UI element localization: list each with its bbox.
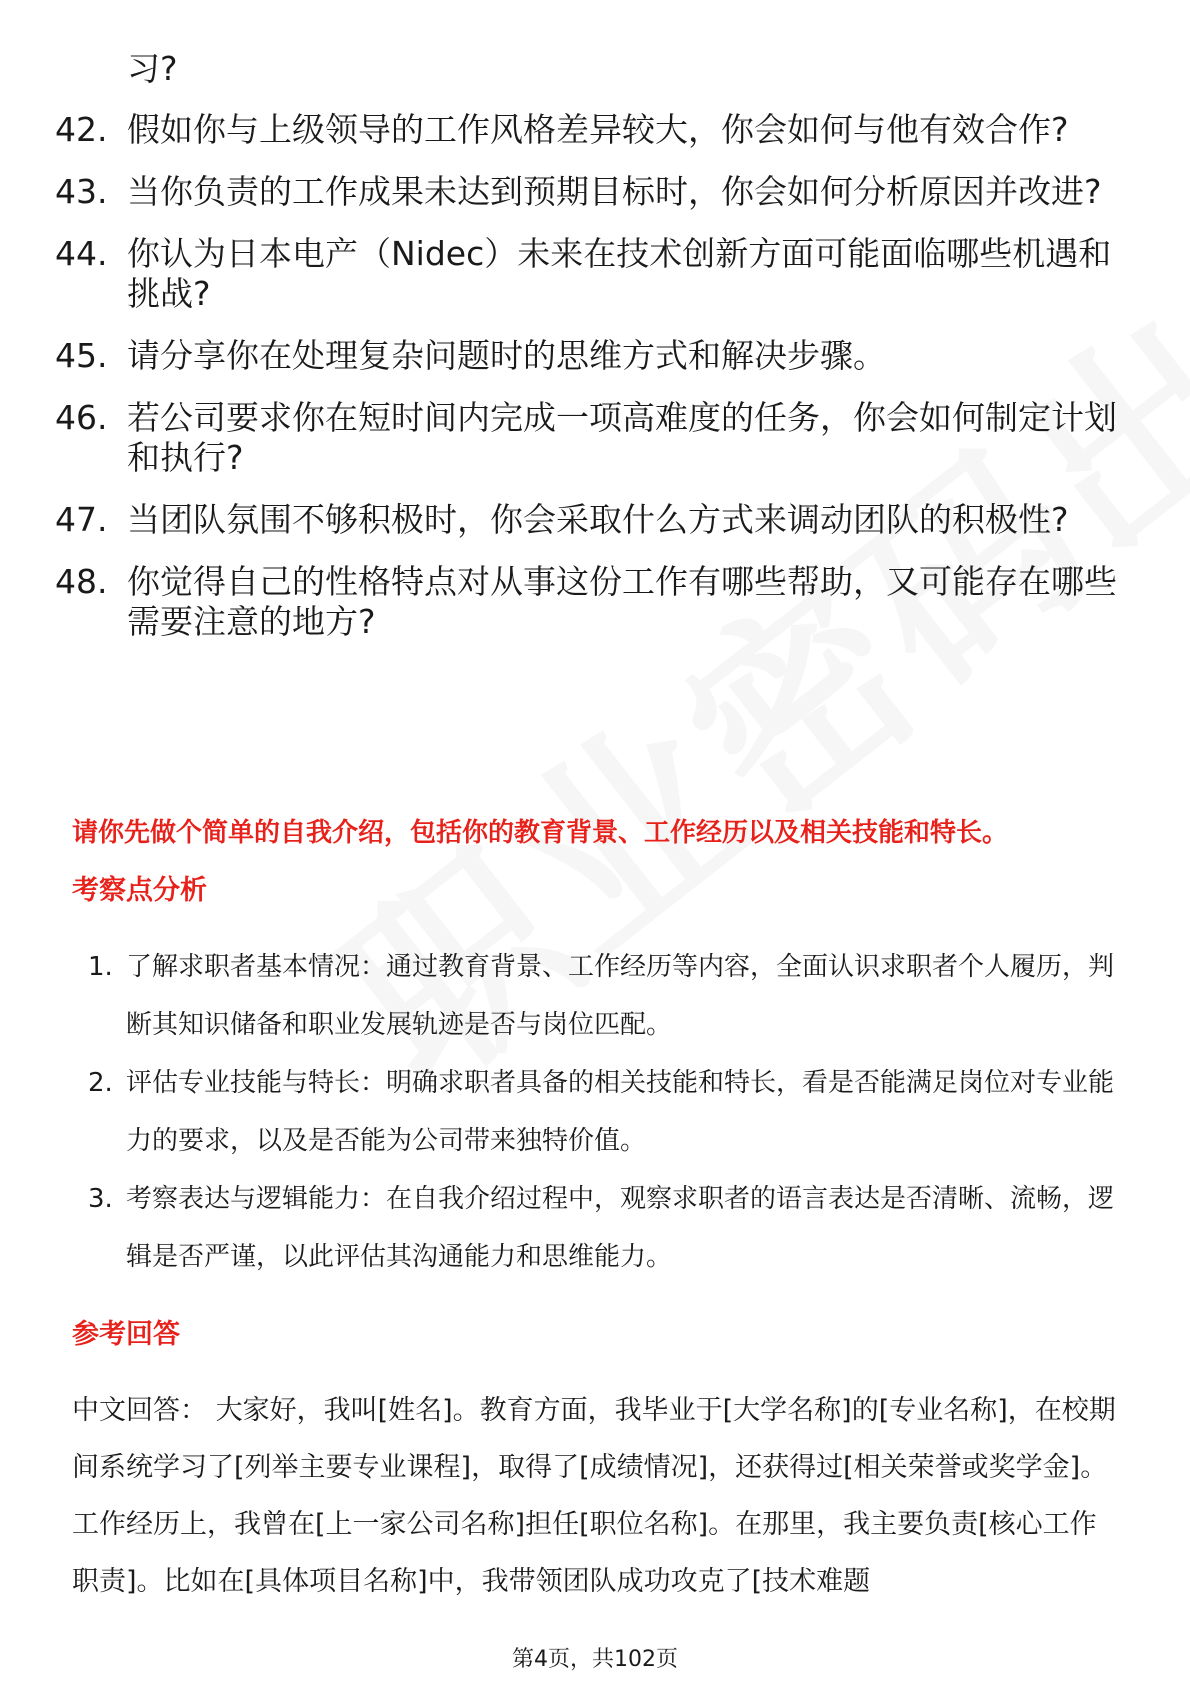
analysis-text: 评估专业技能与特长：明确求职者具备的相关技能和特长，看是否能满足岗位对专业能力的要求，以及是否能为公司带来独特价值。 bbox=[126, 1068, 1115, 1156]
reference-title: 参考回答 bbox=[72, 1319, 180, 1350]
question-text: 当你负责的工作成果未达到预期目标时，你会如何分析原因并改进? bbox=[127, 172, 1102, 211]
question-text: 你觉得自己的性格特点对从事这份工作有哪些帮助，又可能存在哪些需要注意的地方? bbox=[127, 562, 1117, 641]
question-item bbox=[55, 500, 1135, 540]
question-number: 45. bbox=[55, 336, 108, 375]
question-number: 43. bbox=[55, 172, 108, 211]
question-number: 47. bbox=[55, 500, 108, 539]
question-list bbox=[55, 110, 1135, 664]
analysis-number: 3. bbox=[88, 1184, 113, 1214]
analysis-number: 1. bbox=[88, 952, 113, 982]
reference-answer: 中文回答： 大家好，我叫[姓名]。教育方面，我毕业于[大学名称]的[专业名称]，在校期间系统学习了[列举主要专业课程]，取得了[成绩情况]，还获得过[相关荣誉或奖学金]。 工作经历上，我曾在[上一家公司名称]担任[职位名称]。在那里，我主要负责[核心工作职责]。比如在[具体项目名称]中，我带领团队成功攻克了[技术难题 bbox=[72, 1395, 1116, 1597]
page-footer: 第4页，共102页 bbox=[512, 1647, 678, 1672]
analysis-number: 2. bbox=[88, 1068, 113, 1098]
analysis-title: 考察点分析 bbox=[72, 875, 207, 906]
question-item bbox=[55, 172, 1135, 212]
question-item bbox=[55, 398, 1135, 478]
question-number: 44. bbox=[55, 234, 108, 273]
question-item bbox=[55, 336, 1135, 376]
question-item bbox=[55, 562, 1135, 642]
question-item bbox=[55, 110, 1135, 150]
analysis-item bbox=[88, 938, 1118, 1054]
analysis-item bbox=[88, 1054, 1118, 1170]
analysis-item bbox=[88, 1170, 1118, 1286]
question-number: 42. bbox=[55, 110, 108, 149]
question-text: 若公司要求你在短时间内完成一项高难度的任务，你会如何制定计划和执行? bbox=[127, 398, 1117, 477]
question-text: 请分享你在处理复杂问题时的思维方式和解决步骤。 bbox=[127, 336, 886, 375]
question-text: 当团队氛围不够积极时，你会采取什么方式来调动团队的积极性? bbox=[127, 500, 1069, 539]
highlight-question: 请你先做个简单的自我介绍，包括你的教育背景、工作经历以及相关技能和特长。 bbox=[72, 818, 1009, 848]
question-text: 你认为日本电产（Nidec）未来在技术创新方面可能面临哪些机遇和挑战? bbox=[127, 234, 1112, 313]
question-number: 46. bbox=[55, 398, 108, 437]
question-text: 假如你与上级领导的工作风格差异较大，你会如何与他有效合作? bbox=[127, 110, 1069, 149]
analysis-list bbox=[88, 938, 1118, 1286]
question-item bbox=[55, 234, 1135, 314]
question-number: 48. bbox=[55, 562, 108, 601]
analysis-text: 考察表达与逻辑能力：在自我介绍过程中，观察求职者的语言表达是否清晰、流畅，逻辑是否严谨，以此评估其沟通能力和思维能力。 bbox=[126, 1184, 1115, 1272]
question-continuation: 习? bbox=[127, 49, 178, 88]
analysis-text: 了解求职者基本情况：通过教育背景、工作经历等内容，全面认识求职者个人履历，判断其知识储备和职业发展轨迹是否与岗位匹配。 bbox=[126, 952, 1115, 1040]
